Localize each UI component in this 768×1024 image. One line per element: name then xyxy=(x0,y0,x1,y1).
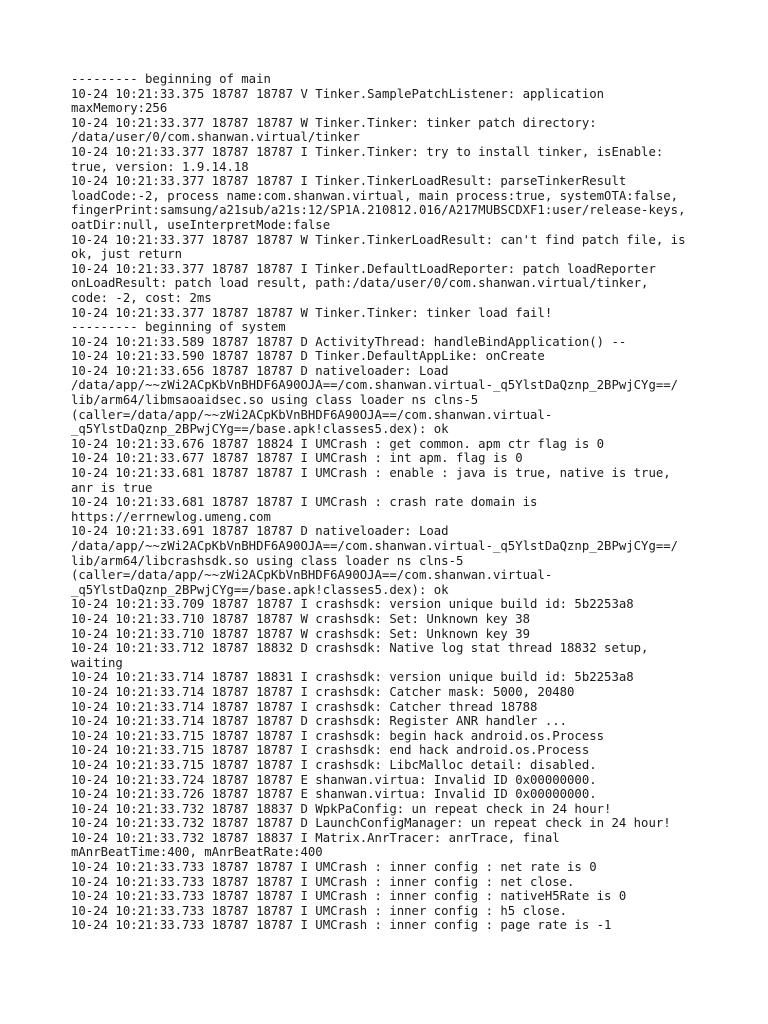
log-line: 10-24 10:21:33.377 18787 18787 W Tinker.TinkerLoadResult: can't find patch file, is xyxy=(71,232,686,247)
log-line: 10-24 10:21:33.590 18787 18787 D Tinker.DefaultAppLike: onCreate xyxy=(71,349,545,364)
log-line: (caller=/data/app/~~zWi2ACpKbVnBHDF6A90OJA==/com.shanwan.virtual- xyxy=(71,568,553,583)
log-line: 10-24 10:21:33.715 18787 18787 I crashsdk: LibcMalloc detail: disabled. xyxy=(71,757,597,772)
log-line: maxMemory:256 xyxy=(71,101,168,116)
log-line: 10-24 10:21:33.676 18787 18824 I UMCrash : get common. apm ctr flag is 0 xyxy=(71,436,605,451)
log-line: --------- beginning of main xyxy=(71,72,271,86)
log-line: 10-24 10:21:33.377 18787 18787 I Tinker.DefaultLoadReporter: patch loadReporter xyxy=(71,261,656,276)
log-line: waiting xyxy=(71,655,123,670)
log-line: code: -2, cost: 2ms xyxy=(71,290,212,305)
log-line: (caller=/data/app/~~zWi2ACpKbVnBHDF6A90OJA==/com.shanwan.virtual- xyxy=(71,407,553,422)
log-line: 10-24 10:21:33.377 18787 18787 W Tinker.Tinker: tinker load fail! xyxy=(71,305,553,320)
log-line: 10-24 10:21:33.714 18787 18787 I crashsdk: Catcher thread 18788 xyxy=(71,699,538,714)
log-line: 10-24 10:21:33.377 18787 18787 W Tinker.Tinker: tinker patch directory: xyxy=(71,115,597,130)
log-line: 10-24 10:21:33.714 18787 18831 I crashsdk: version unique build id: 5b2253a8 xyxy=(71,670,634,685)
log-line: lib/arm64/libcrashsdk.so using class loader ns clns-5 xyxy=(71,553,464,568)
log-line: 10-24 10:21:33.733 18787 18787 I UMCrash : inner config : net close. xyxy=(71,874,575,889)
log-line: _q5YlstDaQznp_2BPwjCYg==/base.apk!classes5.dex): ok xyxy=(71,582,449,597)
log-line: 10-24 10:21:33.733 18787 18787 I UMCrash : inner config : nativeH5Rate is 0 xyxy=(71,889,627,904)
log-line: 10-24 10:21:33.714 18787 18787 D crashsdk: Register ANR handler ... xyxy=(71,714,568,729)
log-line: loadCode:-2, process name:com.shanwan.virtual, main process:true, systemOTA:false, xyxy=(71,188,679,203)
log-line: 10-24 10:21:33.733 18787 18787 I UMCrash : inner config : page rate is -1 xyxy=(71,918,612,933)
log-line: 10-24 10:21:33.710 18787 18787 W crashsdk: Set: Unknown key 39 xyxy=(71,626,531,641)
log-line: --------- beginning of system xyxy=(71,320,286,335)
log-line: 10-24 10:21:33.732 18787 18837 D WpkPaConfig: un repeat check in 24 hour! xyxy=(71,801,612,816)
log-line: mAnrBeatTime:400, mAnrBeatRate:400 xyxy=(71,845,323,860)
log-line: /data/user/0/com.shanwan.virtual/tinker xyxy=(71,130,360,145)
log-line: https://errnewlog.umeng.com xyxy=(71,509,271,524)
log-line: _q5YlstDaQznp_2BPwjCYg==/base.apk!classes5.dex): ok xyxy=(71,422,449,437)
log-line: 10-24 10:21:33.377 18787 18787 I Tinker.TinkerLoadResult: parseTinkerResult xyxy=(71,174,627,189)
log-line: lib/arm64/libmsaoaidsec.so using class loader ns clns-5 xyxy=(71,393,479,408)
log-line: 10-24 10:21:33.732 18787 18787 D LaunchConfigManager: un repeat check in 24 hour! xyxy=(71,816,671,831)
log-line: 10-24 10:21:33.375 18787 18787 V Tinker.SamplePatchListener: application xyxy=(71,86,605,101)
log-line: 10-24 10:21:33.656 18787 18787 D nativeloader: Load xyxy=(71,363,449,378)
log-line: anr is true xyxy=(71,480,153,495)
log-line: onLoadResult: patch load result, path:/data/user/0/com.shanwan.virtual/tinker, xyxy=(71,276,649,291)
log-line: 10-24 10:21:33.726 18787 18787 E shanwan.virtua: Invalid ID 0x00000000. xyxy=(71,787,597,802)
log-line: 10-24 10:21:33.715 18787 18787 I crashsdk: begin hack android.os.Process xyxy=(71,728,605,743)
log-line: /data/app/~~zWi2ACpKbVnBHDF6A90OJA==/com.shanwan.virtual-_q5YlstDaQznp_2BPwjCYg==/ xyxy=(71,539,679,553)
log-line: 10-24 10:21:33.715 18787 18787 I crashsdk: end hack android.os.Process xyxy=(71,743,590,758)
log-line: 10-24 10:21:33.681 18787 18787 I UMCrash : crash rate domain is xyxy=(71,495,538,510)
log-line: 10-24 10:21:33.724 18787 18787 E shanwan.virtua: Invalid ID 0x00000000. xyxy=(71,772,597,787)
log-line: 10-24 10:21:33.732 18787 18837 I Matrix.AnrTracer: anrTrace, final xyxy=(71,830,560,845)
log-line: 10-24 10:21:33.677 18787 18787 I UMCrash : int apm. flag is 0 xyxy=(71,451,523,466)
log-line: 10-24 10:21:33.712 18787 18832 D crashsdk: Native log stat thread 18832 setup, xyxy=(71,641,649,656)
log-document xyxy=(71,72,761,933)
log-line: 10-24 10:21:33.714 18787 18787 I crashsdk: Catcher mask: 5000, 20480 xyxy=(71,684,575,699)
log-line: ok, just return xyxy=(71,247,183,262)
log-line: 10-24 10:21:33.710 18787 18787 W crashsdk: Set: Unknown key 38 xyxy=(71,611,531,626)
log-line: fingerPrint:samsung/a21sub/a21s:12/SP1A.210812.016/A217MUBSCDXF1:user/release-keys, xyxy=(71,203,686,218)
log-line: 10-24 10:21:33.377 18787 18787 I Tinker.Tinker: try to install tinker, isEnable: xyxy=(71,144,664,159)
log-line: 10-24 10:21:33.691 18787 18787 D nativeloader: Load xyxy=(71,524,449,539)
log-line: oatDir:null, useInterpretMode:false xyxy=(71,217,331,232)
log-line: /data/app/~~zWi2ACpKbVnBHDF6A90OJA==/com.shanwan.virtual-_q5YlstDaQznp_2BPwjCYg==/ xyxy=(71,378,679,393)
log-line: 10-24 10:21:33.681 18787 18787 I UMCrash : enable : java is true, native is true, xyxy=(71,466,671,481)
log-line: 10-24 10:21:33.709 18787 18787 I crashsdk: version unique build id: 5b2253a8 xyxy=(71,597,634,612)
log-line: 10-24 10:21:33.589 18787 18787 D ActivityThread: handleBindApplication() -- xyxy=(71,334,627,349)
log-line: 10-24 10:21:33.733 18787 18787 I UMCrash : inner config : h5 close. xyxy=(71,903,568,918)
log-line: true, version: 1.9.14.18 xyxy=(71,159,249,174)
log-line: 10-24 10:21:33.733 18787 18787 I UMCrash : inner config : net rate is 0 xyxy=(71,860,597,875)
